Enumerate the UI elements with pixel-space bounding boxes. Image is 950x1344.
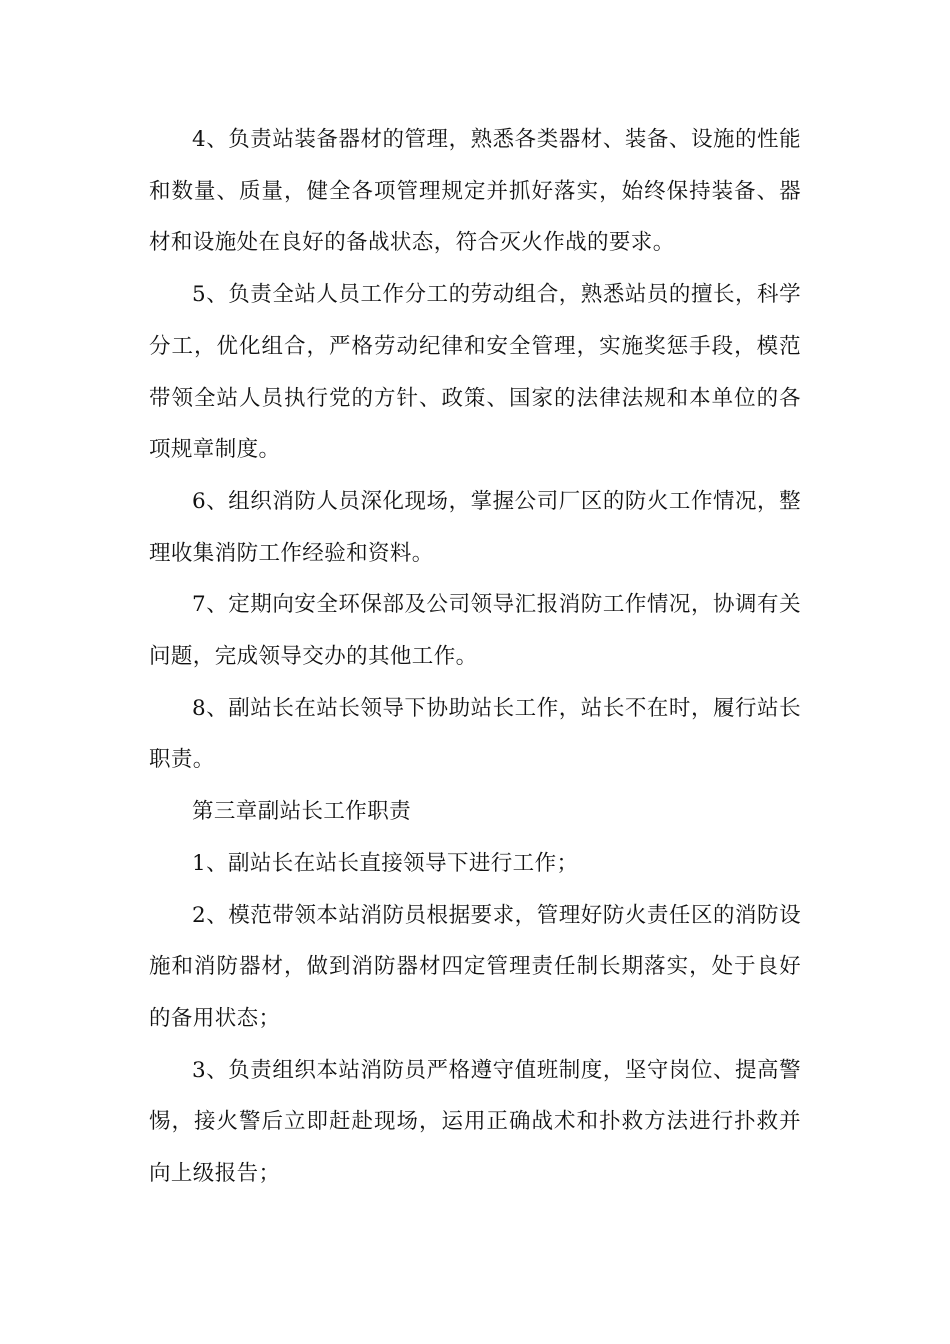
paragraph-deputy-duty-1: 1、副站长在站长直接领导下进行工作； — [192, 850, 579, 876]
document-body — [149, 114, 801, 1200]
paragraph-duty-6: 6、组织消防人员深化现场，掌握公司厂区的防火工作情况，整理收集消防工作经验和资料。 — [149, 488, 801, 566]
paragraph-duty-7: 7、定期向安全环保部及公司领导汇报消防工作情况，协调有关问题，完成领导交办的其他工作。 — [149, 592, 801, 670]
paragraph-duty-8: 8、副站长在站长领导下协助站长工作，站长不在时，履行站长职责。 — [149, 695, 801, 773]
paragraph-deputy-duty-3: 3、负责组织本站消防员严格遵守值班制度，坚守岗位、提高警惕，接火警后立即赶赴现场，运用正确战术和扑救方法进行扑救并向上级报告； — [149, 1057, 801, 1187]
chapter-heading: 第三章副站长工作职责 — [192, 799, 412, 825]
paragraph-duty-4: 4、负责站装备器材的管理，熟悉各类器材、装备、设施的性能和数量、质量，健全各项管理规定并抓好落实，始终保持装备、器材和设施处在良好的备战状态，符合灭火作战的要求。 — [149, 127, 801, 256]
paragraph-duty-5: 5、负责全站人员工作分工的劳动组合，熟悉站员的擅长，科学分工，优化组合，严格劳动纪律和安全管理，实施奖惩手段，模范带领全站人员执行党的方针、政策、国家的法律法规和本单位的各项规章制度。 — [149, 282, 801, 463]
paragraph-deputy-duty-2: 2、模范带领本站消防员根据要求，管理好防火责任区的消防设施和消防器材，做到消防器材四定管理责任制长期落实，处于良好的备用状态； — [149, 902, 801, 1031]
